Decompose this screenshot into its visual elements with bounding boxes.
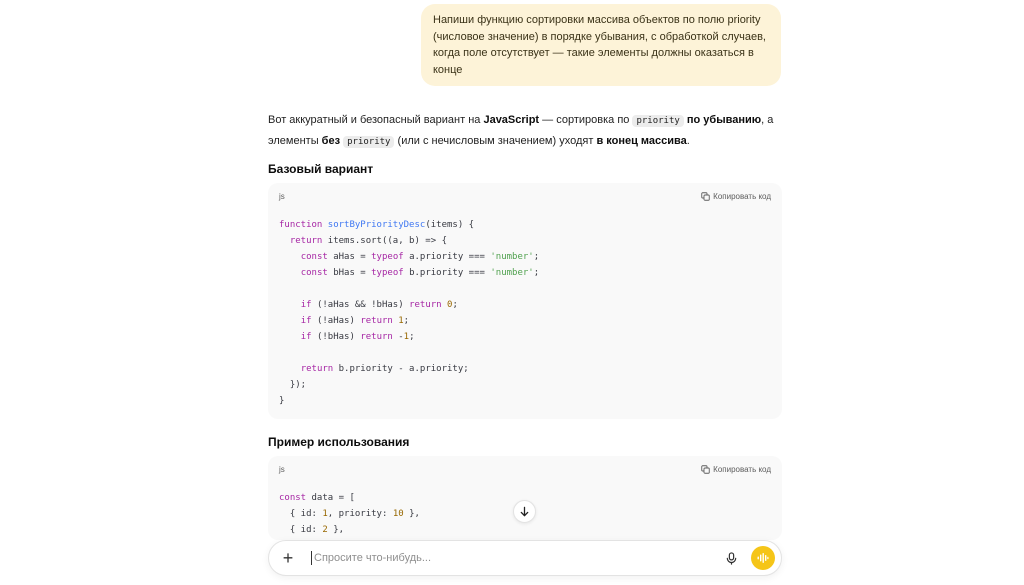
code-language-label: js bbox=[279, 464, 285, 474]
intro-text: . bbox=[686, 134, 690, 147]
section-heading-basic: Базовый вариант bbox=[268, 162, 374, 176]
copy-icon bbox=[701, 192, 710, 201]
inline-code: priority bbox=[632, 115, 683, 127]
code-content: const data = [ { id: 1, priority: 10 }, { id: 2 }, bbox=[279, 493, 420, 535]
code-content: function sortByPriorityDesc(items) { return items.sort((a, b) => { const aHas = typeof a.priority === 'number'; const bHas = typeof b.priority === 'number'; if (!aHas && !bHas) return 0; if (!aHas) return 1; if (!bHas) return -1; return b.priority - a.priority; }); } bbox=[279, 220, 540, 406]
scroll-to-bottom-button[interactable] bbox=[513, 500, 536, 523]
voice-mode-button[interactable] bbox=[751, 546, 775, 570]
message-composer bbox=[268, 540, 782, 576]
intro-text: (или с нечисловым значением) уходят bbox=[394, 134, 597, 147]
intro-bold-js: JavaScript bbox=[483, 114, 540, 126]
intro-text: Вот аккуратный и безопасный вариант на bbox=[268, 114, 484, 126]
code-language-label: js bbox=[279, 191, 285, 201]
voice-mode-icon bbox=[757, 553, 769, 563]
intro-bold: без bbox=[321, 134, 341, 147]
prompt-input[interactable] bbox=[314, 552, 723, 564]
code-block-header bbox=[268, 183, 782, 209]
copy-icon bbox=[701, 465, 710, 474]
answer-intro bbox=[268, 111, 782, 152]
user-message-text: Напиши функцию сортировки массива объектов по полю priority (числовое значение) в порядке убывания, с обработкой случаев, когда поле отсутствует — такие элементы должны оказаться в конце bbox=[433, 14, 766, 76]
code-block-header bbox=[268, 456, 782, 482]
copy-code-button[interactable] bbox=[701, 192, 771, 201]
text-caret bbox=[311, 551, 312, 565]
user-message-bubble bbox=[421, 4, 781, 86]
code-block-basic bbox=[268, 183, 782, 419]
arrow-down-icon bbox=[519, 506, 530, 517]
copy-code-label: Копировать код bbox=[713, 464, 771, 474]
intro-text: — сортировка по bbox=[539, 114, 633, 126]
code-block-usage bbox=[268, 456, 782, 540]
copy-code-button[interactable] bbox=[701, 465, 771, 474]
copy-code-label: Копировать код bbox=[713, 191, 771, 201]
intro-text: , а элементы bbox=[268, 114, 774, 147]
intro-bold: в конец массива bbox=[596, 134, 687, 147]
plus-icon[interactable]: + bbox=[282, 548, 294, 568]
microphone-icon[interactable] bbox=[723, 550, 739, 566]
intro-bold: по убыванию bbox=[686, 114, 762, 126]
inline-code: priority bbox=[343, 136, 394, 148]
section-heading-usage: Пример использования bbox=[268, 435, 410, 449]
